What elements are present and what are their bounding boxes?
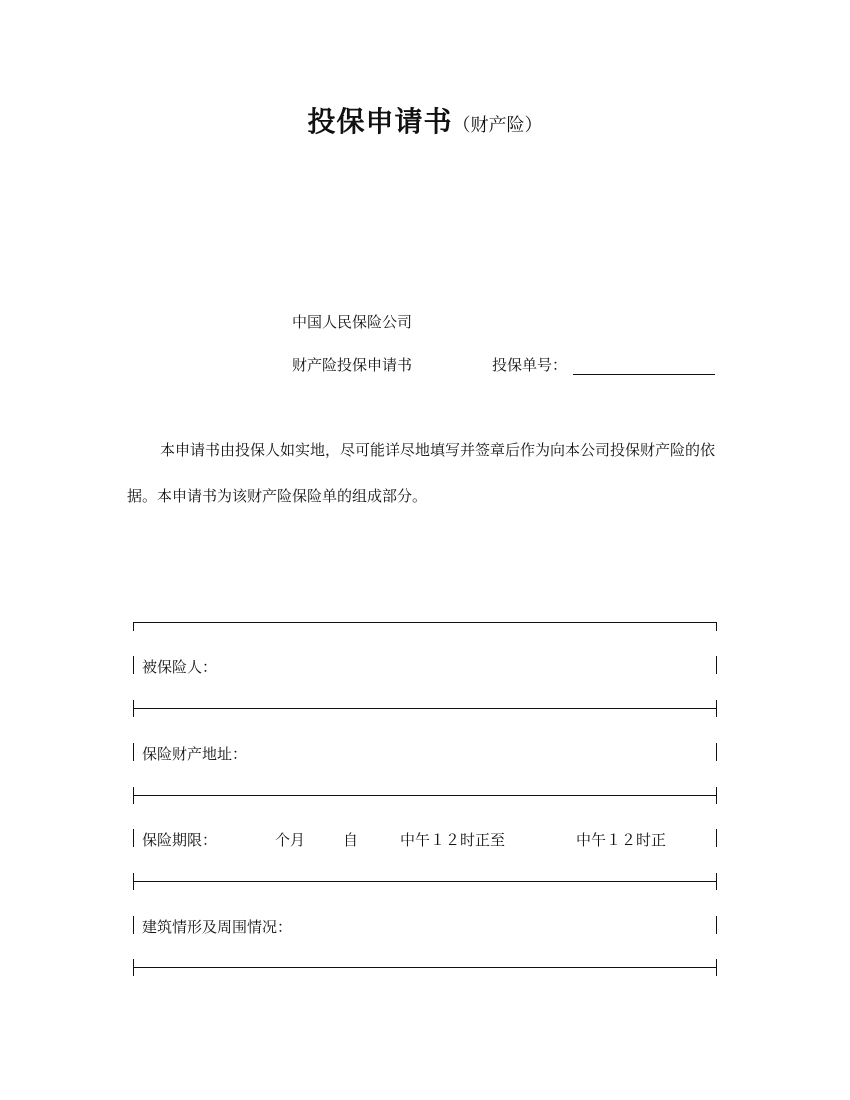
form-right-bar-1 <box>716 656 717 674</box>
period-noon-end: 中午１２时正 <box>576 831 667 849</box>
form-left-join-4 <box>133 959 134 976</box>
intro-paragraph <box>127 427 727 519</box>
period-months: 个月 <box>275 831 306 849</box>
company-name: 中国人民保险公司 <box>292 313 413 331</box>
form-top-border <box>133 622 717 623</box>
policy-number-row <box>492 354 715 375</box>
building-condition-label: 建筑情形及周围情况： <box>142 918 293 936</box>
form-divider-3 <box>133 881 717 882</box>
property-address-label: 保险财产地址： <box>142 745 248 763</box>
period-from: 自 <box>343 831 359 849</box>
period-noon-to: 中午１２时正至 <box>400 831 506 849</box>
insured-label: 被保险人： <box>142 658 218 676</box>
insurance-period-label: 保险期限： <box>142 831 218 849</box>
form-left-join-2 <box>133 787 134 804</box>
intro-text: 本申请书由投保人如实地，尽可能详尽地填写并签章后作为向本公司投保财产险的依据。本申请书为该财产险保险单的组成部分。 <box>127 441 716 505</box>
form-corner-tl <box>133 622 134 631</box>
form-left-bar-3 <box>133 829 134 847</box>
policy-number-field[interactable] <box>573 356 715 375</box>
form-right-bar-4 <box>716 916 717 934</box>
form-left-bar-1 <box>133 656 134 674</box>
title-subtitle: （财产险） <box>452 115 543 136</box>
form-left-join-3 <box>133 873 134 890</box>
document-title <box>0 100 850 140</box>
form-left-bar-2 <box>133 743 134 761</box>
form-divider-1 <box>133 708 717 709</box>
form-right-join-1 <box>716 700 717 717</box>
form-divider-2 <box>133 795 717 796</box>
form-right-join-4 <box>716 959 717 976</box>
form-left-join-1 <box>133 700 134 717</box>
title-main: 投保申请书 <box>307 105 453 138</box>
form-left-bar-4 <box>133 916 134 934</box>
form-right-bar-3 <box>716 829 717 847</box>
form-divider-4 <box>133 967 717 968</box>
form-right-join-3 <box>716 873 717 890</box>
form-name: 财产险投保申请书 <box>292 356 413 374</box>
policy-number-label: 投保单号： <box>492 356 568 374</box>
form-right-join-2 <box>716 787 717 804</box>
form-corner-tr <box>716 622 717 631</box>
form-right-bar-2 <box>716 743 717 761</box>
